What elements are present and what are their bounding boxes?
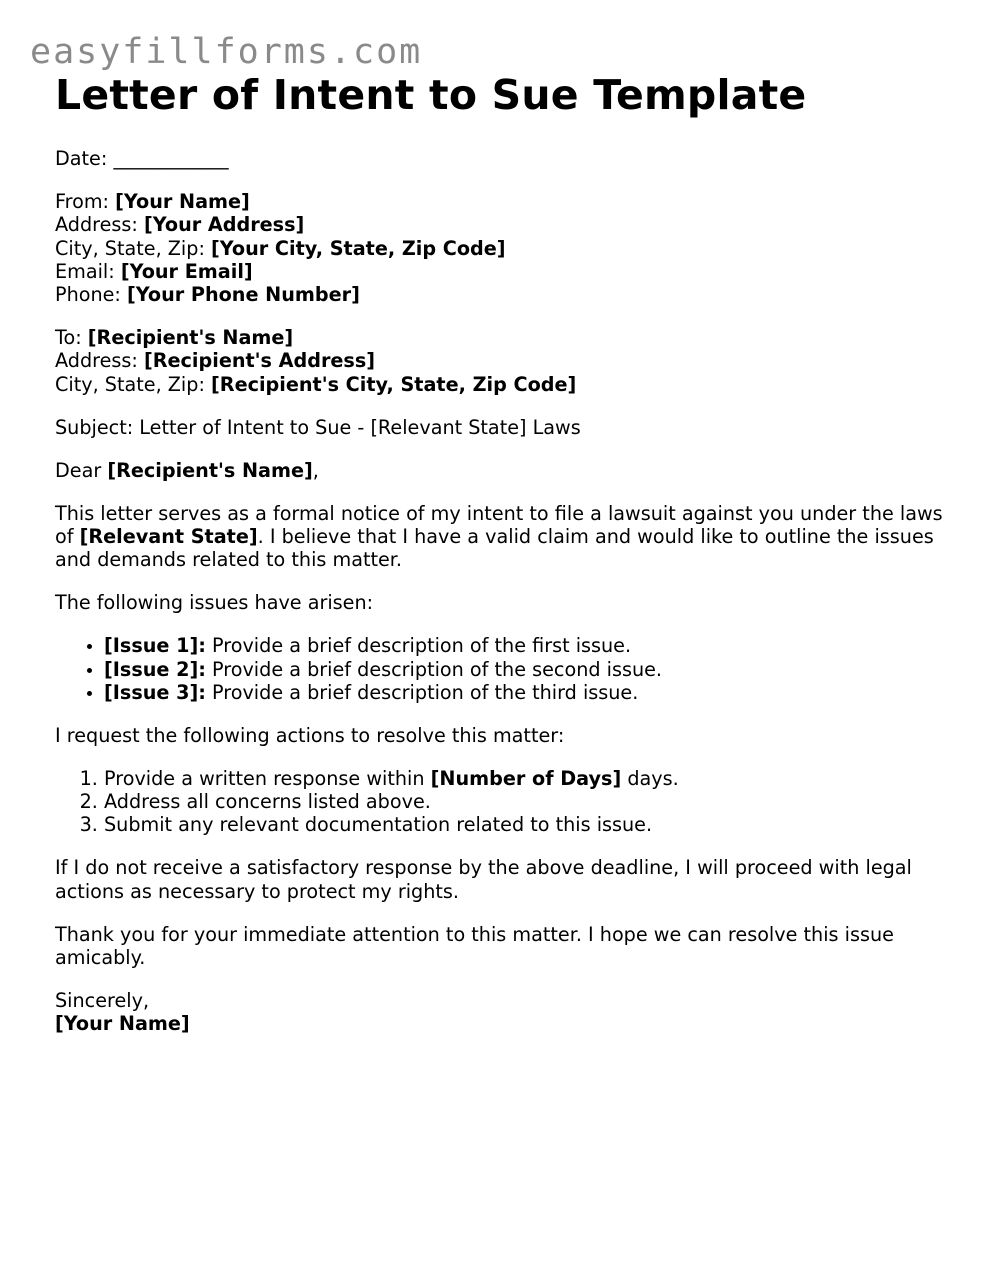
sender-city-value: [Your City, State, Zip Code] [211,236,506,260]
recipient-name-label: To: [55,326,82,350]
page-title: Letter of Intent to Sue Template [55,71,807,119]
sender-name-value: [Your Name] [115,189,250,213]
sender-name-label: From: [55,189,110,213]
signature: [Your Name] [55,1012,190,1036]
issue-text: Provide a brief description of the second issue. [212,657,663,681]
intro-paragraph [55,502,945,572]
list-item [104,681,945,704]
salutation-suffix: , [312,458,319,482]
sender-block [55,190,945,306]
sender-name-line [55,190,945,213]
recipient-city-line [55,373,945,396]
letter-document [55,70,945,1055]
issue-text: Provide a brief description of the third issue. [212,680,639,704]
list-item [104,767,945,790]
issues-list [55,634,945,704]
thanks-paragraph: Thank you for your immediate attention to this matter. I hope we can resolve this issue amicably. [55,922,894,969]
intro-text-2: . I believe that I have a valid claim and would like to outline the issues and demands related to this matter. [55,525,934,572]
sender-phone-label: Phone: [55,283,121,307]
issue-label: [Issue 2]: [104,657,206,681]
issue-text: Provide a brief description of the first issue. [212,634,632,658]
subject-line: Subject: Letter of Intent to Sue - [Relevant State] Laws [55,415,581,439]
sender-phone-line [55,283,945,306]
list-item: 2. Address all concerns listed above. [104,790,945,813]
recipient-address-label: Address: [55,349,138,373]
intro-text-1: This letter serves as a formal notice of my intent to file a lawsuit against you under the laws of [55,501,943,548]
action-1-days: [Number of Days] [430,766,622,790]
date-line [55,147,945,170]
issue-label: [Issue 3]: [104,680,206,704]
sender-email-value: [Your Email] [120,259,253,283]
sender-email-line [55,260,945,283]
watermark: easyfillforms.com [30,32,423,72]
date-blank: ____________ [113,147,229,170]
recipient-name-value: [Recipient's Name] [87,326,294,350]
sender-address-value: [Your Address] [144,213,305,237]
salutation [55,459,945,482]
salutation-name: [Recipient's Name] [107,458,313,482]
sender-phone-value: [Your Phone Number] [127,283,360,307]
recipient-name-line [55,326,945,349]
list-item [104,658,945,681]
intro-state: [Relevant State] [79,525,258,548]
sender-address-line [55,213,945,236]
recipient-block [55,326,945,396]
recipient-address-value: [Recipient's Address] [144,349,376,373]
sender-city-label: City, State, Zip: [55,236,205,260]
issue-label: [Issue 1]: [104,634,206,658]
actions-heading: I request the following actions to resolve this matter: [55,723,565,747]
closing-block [55,989,945,1036]
list-item [104,634,945,657]
closing: Sincerely, [55,988,150,1012]
action-1-suffix: days. [627,766,679,790]
sender-city-line [55,237,945,260]
warning-paragraph: If I do not receive a satisfactory response by the above deadline, I will proceed with legal actions as necessary to protect my rights. [55,856,912,903]
sender-email-label: Email: [55,259,115,283]
date-label: Date: [55,147,108,170]
salutation-prefix: Dear [55,458,102,482]
action-1-prefix: Provide a written response within [104,766,425,790]
actions-list [55,767,945,837]
recipient-city-value: [Recipient's City, State, Zip Code] [211,372,577,396]
list-item: 3. Submit any relevant documentation related to this issue. [104,813,945,836]
recipient-city-label: City, State, Zip: [55,372,205,396]
recipient-address-line [55,349,945,372]
sender-address-label: Address: [55,213,138,237]
issues-heading: The following issues have arisen: [55,591,374,615]
